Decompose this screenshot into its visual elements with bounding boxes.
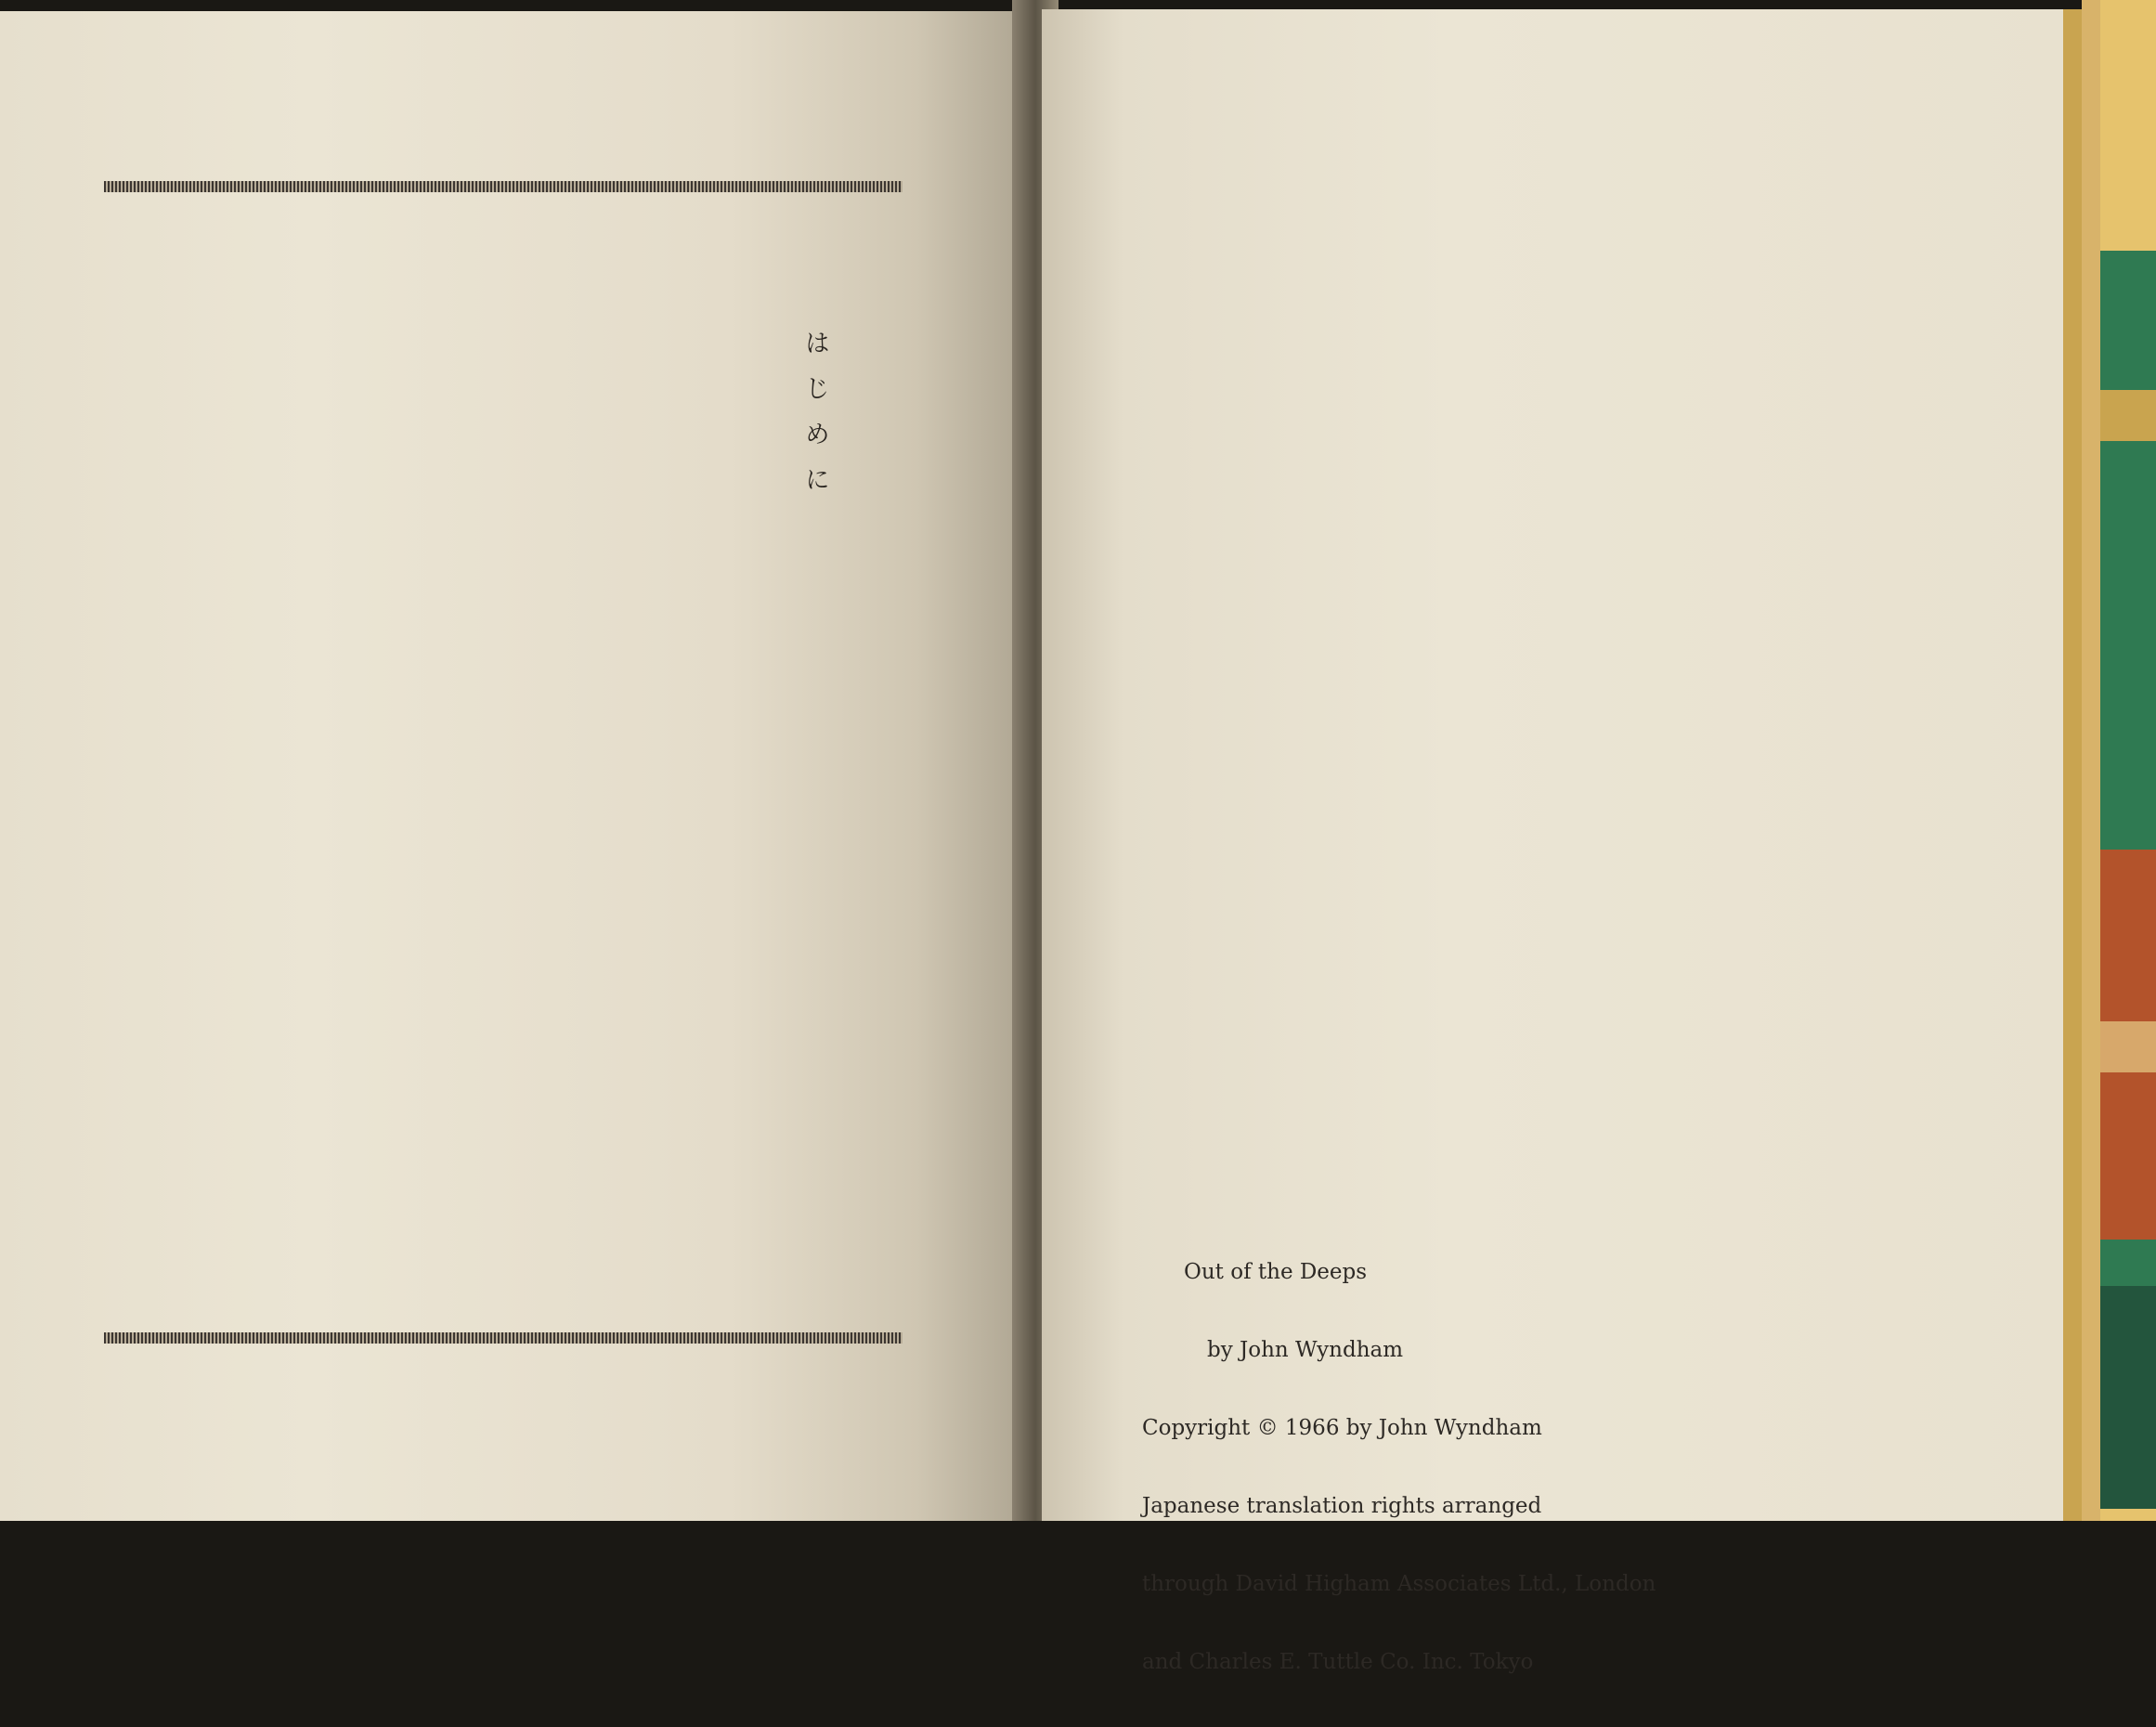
preface-title: はじめに xyxy=(800,330,829,512)
agency-line: through David Higham Associates Ltd., London xyxy=(1142,1572,1656,1596)
cover-dark-band xyxy=(2100,1286,2156,1509)
left-page xyxy=(0,11,1042,1521)
copyright-line: Copyright © 1966 by John Wyndham xyxy=(1142,1416,1542,1440)
bottom-ornamental-rule xyxy=(104,1332,903,1344)
cover-stripe xyxy=(2100,1021,2156,1072)
translation-rights-line: Japanese translation rights arranged xyxy=(1142,1494,1542,1518)
top-ornamental-rule xyxy=(104,181,903,192)
original-author: by John Wyndham xyxy=(1207,1338,1404,1362)
page-edge xyxy=(2063,9,2082,1521)
publisher-line: and Charles E. Tuttle Co. Inc. Tokyo xyxy=(1142,1650,1534,1674)
copyright-notice xyxy=(1142,1207,1656,1727)
cover-stripe xyxy=(2100,390,2156,441)
original-title: Out of the Deeps xyxy=(1184,1260,1368,1284)
page-edge-inner xyxy=(2082,0,2100,1521)
